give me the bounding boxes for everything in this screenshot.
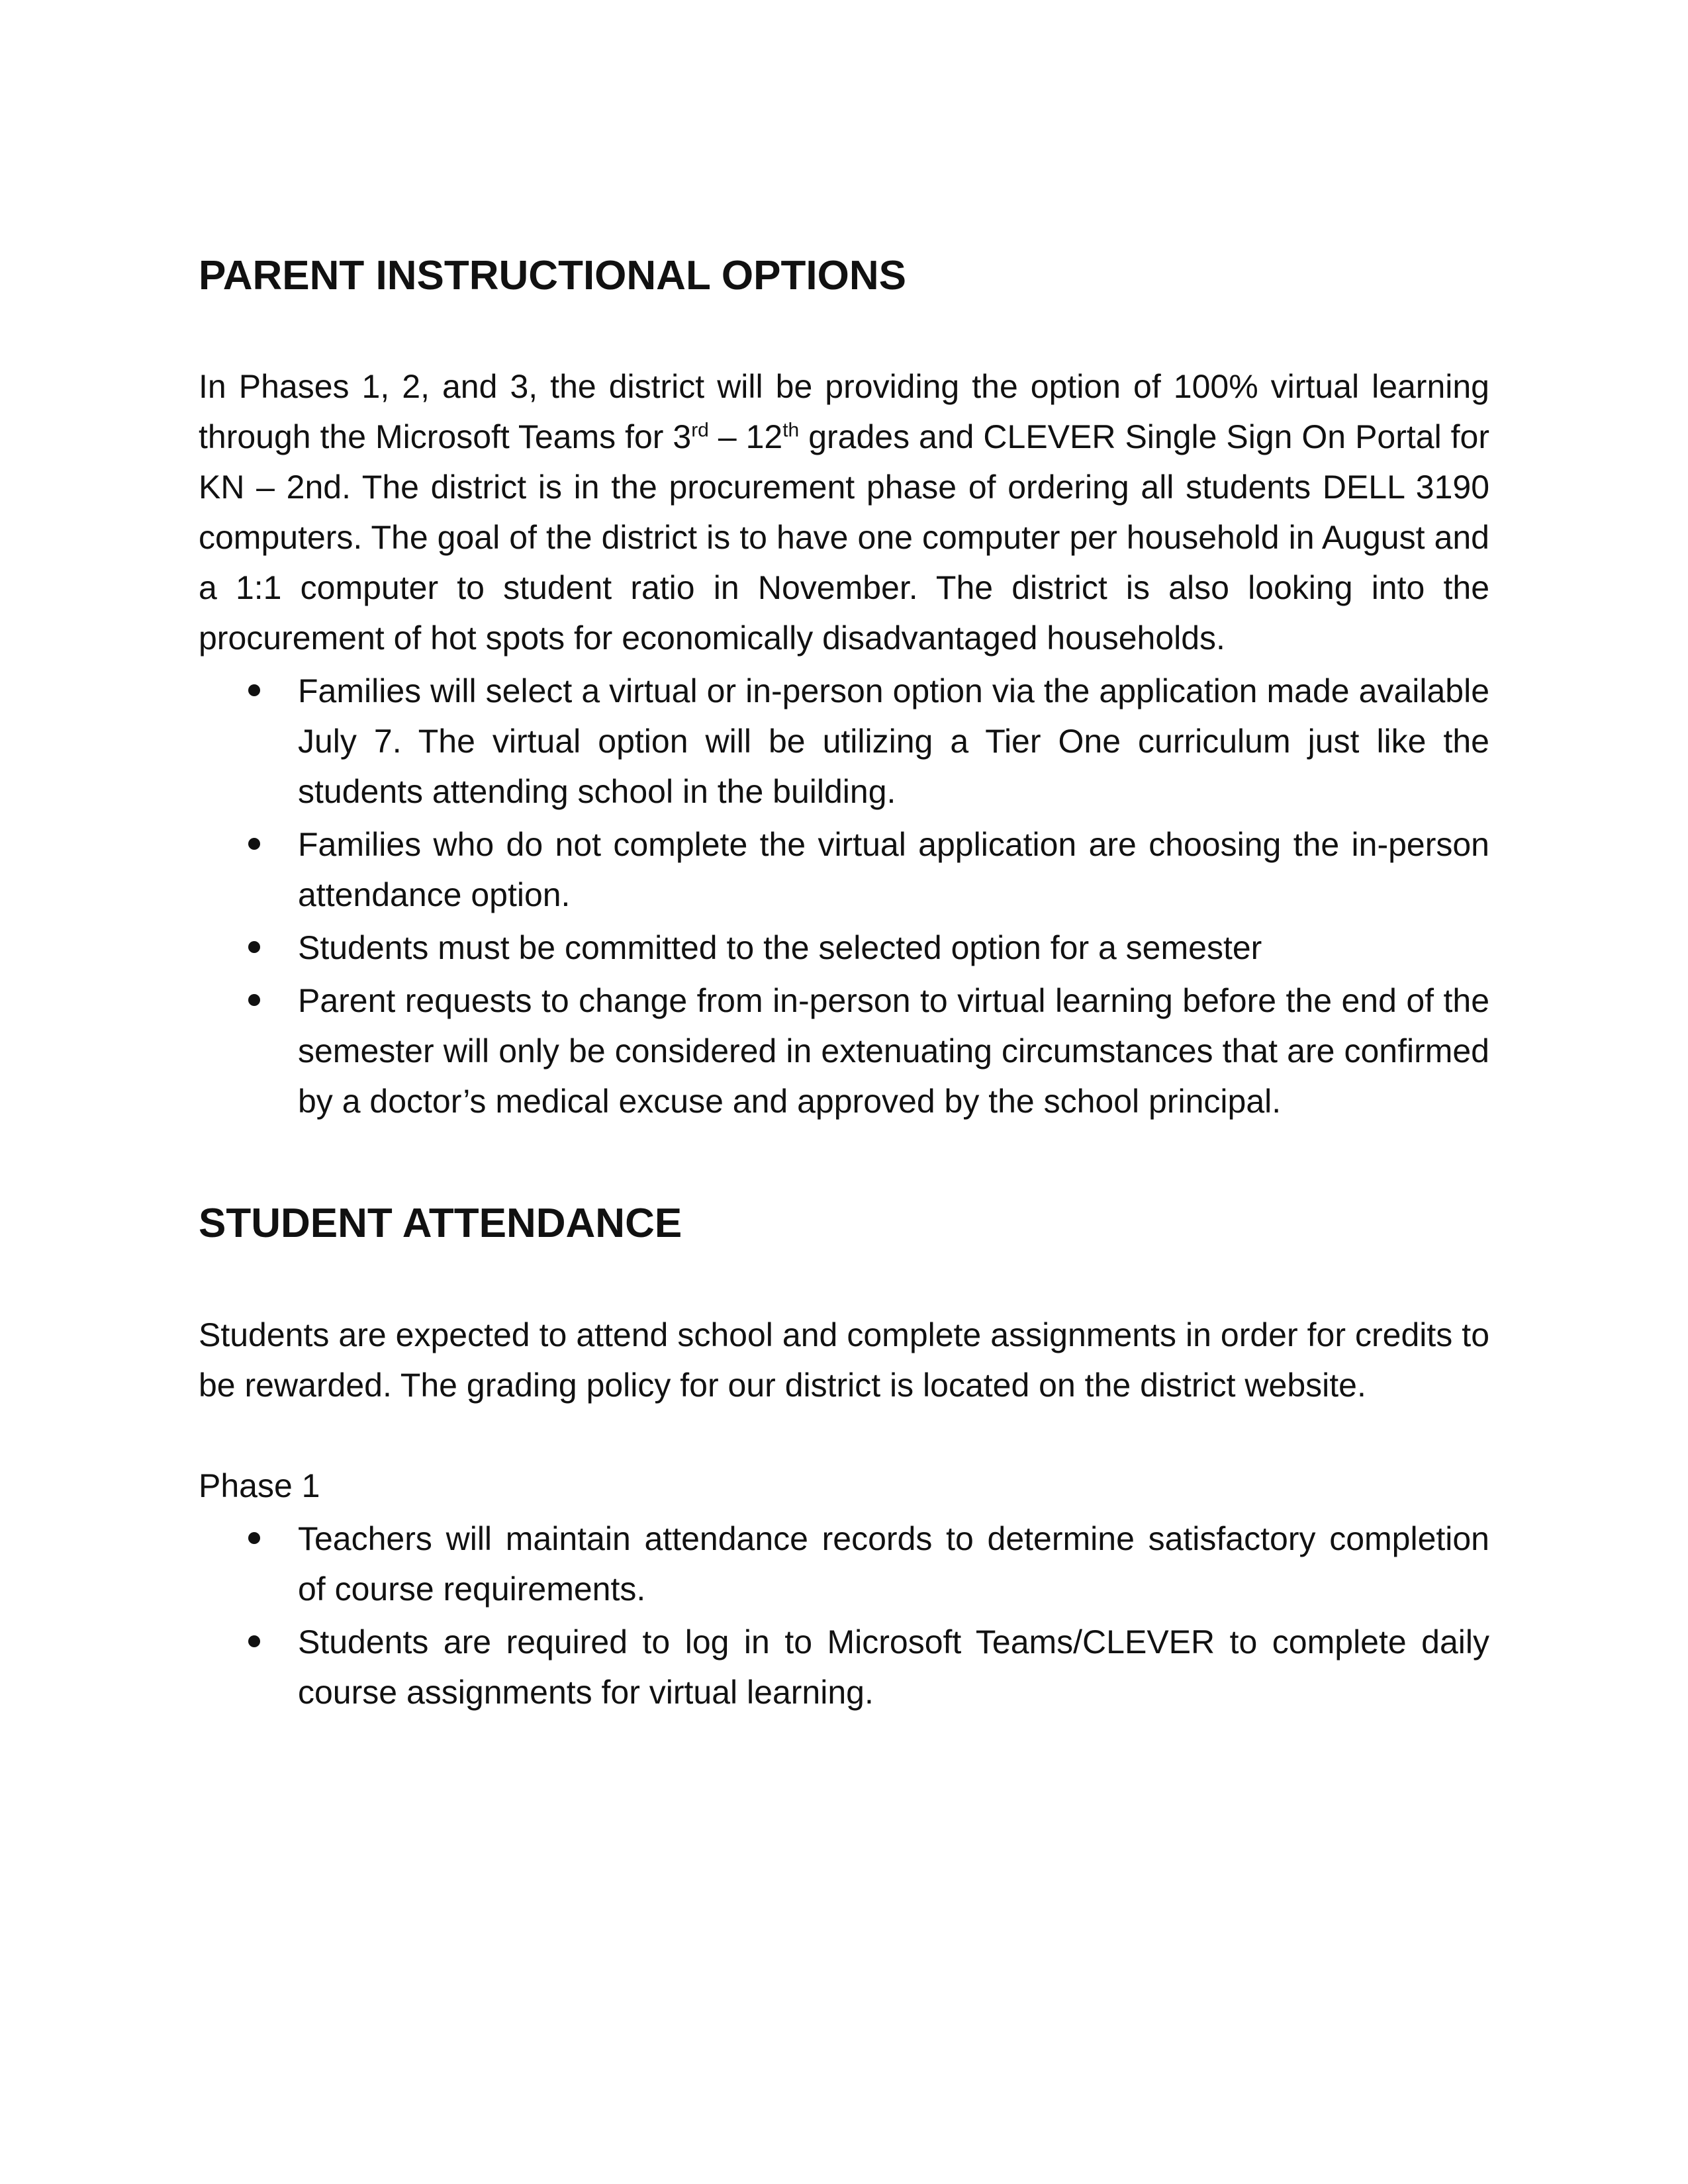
section-attendance-intro: Students are expected to attend school and complete assignments in order for credits to be rewarded. The grading policy for our district is located on the district website. bbox=[199, 1316, 1489, 1404]
section-options-heading: PARENT INSTRUCTIONAL OPTIONS bbox=[199, 253, 906, 298]
intro-text-part1: In Phases 1, 2, and 3, the district will be providing the option of 100% virtual learning through the Microsoft Teams for 3 bbox=[199, 368, 1489, 456]
ordinal-th: th bbox=[782, 419, 800, 441]
list-item bbox=[199, 923, 1489, 973]
phase-label: Phase 1 bbox=[199, 1467, 320, 1504]
intro-text-part2: – 12 bbox=[708, 418, 783, 456]
list-item-text: Parent requests to change from in-person to virtual learning before the end of the semester will only be considered in extenuating circumstances that are confirmed by a doctor’s medical excuse and approved by the school principal. bbox=[298, 982, 1489, 1120]
list-item bbox=[199, 666, 1489, 817]
intro-text-part3: grades and CLEVER Single Sign On Portal for KN – 2nd. The district is in the procurement phase of ordering all students DELL 3190 computers. The goal of the district is to have one computer per household in August and a 1:1 computer to student ratio in November. The district is also looking into the procurement of hot spots for economically disadvantaged households. bbox=[199, 418, 1489, 657]
bullet-icon bbox=[248, 994, 260, 1006]
section-options-bullet-list bbox=[199, 666, 1489, 1126]
section-attendance-heading: STUDENT ATTENDANCE bbox=[199, 1201, 682, 1247]
bullet-icon bbox=[248, 1532, 260, 1544]
section-attendance-bullet-list bbox=[199, 1514, 1489, 1717]
bullet-icon bbox=[248, 1635, 260, 1647]
bullet-icon bbox=[248, 838, 260, 850]
ordinal-rd: rd bbox=[691, 419, 709, 441]
list-item bbox=[199, 1617, 1489, 1717]
list-item-text: Teachers will maintain attendance records to determine satisfactory completion of course requirements. bbox=[298, 1520, 1489, 1608]
list-item bbox=[199, 976, 1489, 1126]
list-item-text: Students must be committed to the selected option for a semester bbox=[298, 929, 1262, 967]
bullet-icon bbox=[248, 684, 260, 696]
list-item bbox=[199, 1514, 1489, 1614]
list-item bbox=[199, 819, 1489, 920]
section-options-intro bbox=[199, 361, 1489, 663]
list-item-text: Families will select a virtual or in-person option via the application made available July 7. The virtual option will be utilizing a Tier One curriculum just like the students attending school in the building. bbox=[298, 672, 1489, 811]
bullet-icon bbox=[248, 941, 260, 953]
list-item-text: Students are required to log in to Microsoft Teams/CLEVER to complete daily course assignments for virtual learning. bbox=[298, 1623, 1489, 1711]
document-page bbox=[199, 251, 1489, 1717]
list-item-text: Families who do not complete the virtual application are choosing the in-person attendance option. bbox=[298, 826, 1489, 914]
